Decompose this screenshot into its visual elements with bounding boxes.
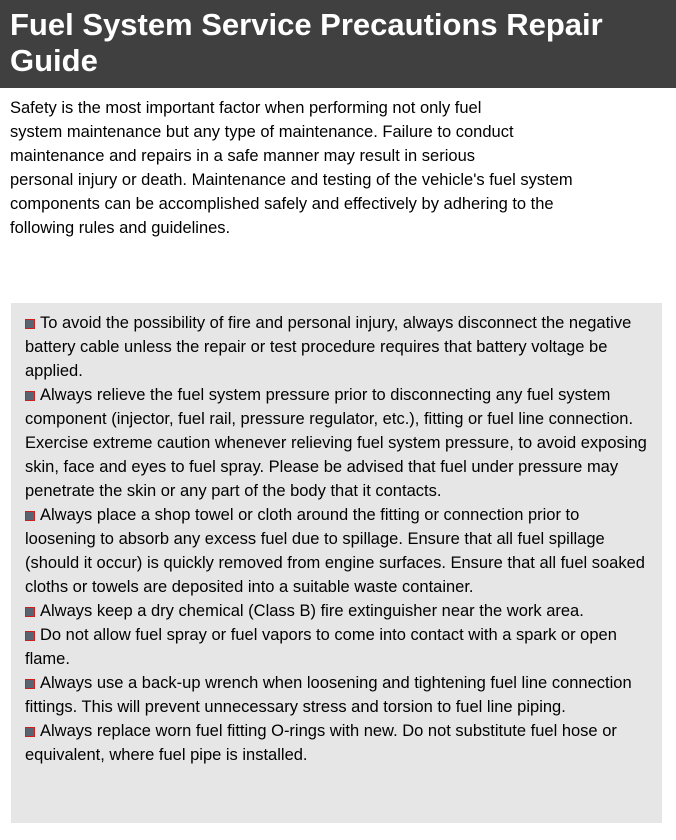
rule-item xyxy=(25,623,650,671)
rule-item xyxy=(25,599,650,623)
rule-text: Do not allow fuel spray or fuel vapors to come into contact with a spark or open flame. xyxy=(25,626,617,668)
bullet-icon xyxy=(25,319,35,329)
rule-text: To avoid the possibility of fire and personal injury, always disconnect the negative battery cable unless the repair or test procedure requires that battery voltage be applied. xyxy=(25,314,632,380)
bullet-icon xyxy=(25,631,35,641)
rule-item xyxy=(25,383,650,503)
bullet-icon xyxy=(25,391,35,401)
rule-item xyxy=(25,503,650,599)
rule-text: Always relieve the fuel system pressure prior to disconnecting any fuel system component (injector, fuel rail, pressure regulator, etc.), fitting or fuel line connection. Exercise extreme caution whenever relieving fuel system pressure, to avoid exposing skin, face and eyes to fuel spray. Please be advised that fuel under pressure may penetrate the skin or any part of the body that it contacts. xyxy=(25,386,647,500)
bullet-icon xyxy=(25,511,35,521)
page-title: Fuel System Service Precautions Repair Guide xyxy=(0,0,676,88)
rule-item xyxy=(25,719,650,767)
bullet-icon xyxy=(25,679,35,689)
bullet-icon xyxy=(25,727,35,737)
rule-item xyxy=(25,671,650,719)
rule-text: Always replace worn fuel fitting O-rings with new. Do not substitute fuel hose or equivalent, where fuel pipe is installed. xyxy=(25,722,617,764)
rule-item xyxy=(25,311,650,383)
rule-text: Always use a back-up wrench when loosening and tightening fuel line connection fittings. This will prevent unnecessary stress and torsion to fuel line piping. xyxy=(25,674,632,716)
intro-paragraph: Safety is the most important factor when performing not only fuel system maintenance but any type of maintenance. Failure to conduct maintenance and repairs in a safe manner may result in serious personal injury or death. Maintenance and testing of the vehicle's fuel system components can be accomplished safely and effectively by adhering to the following rules and guidelines. xyxy=(10,99,573,237)
rule-text: Always place a shop towel or cloth around the fitting or connection prior to loosening to absorb any excess fuel due to spillage. Ensure that all fuel spillage (should it occur) is quickly removed from engine surfaces. Ensure that all fuel soaked cloths or towels are deposited into a suitable waste container. xyxy=(25,506,645,596)
bullet-icon xyxy=(25,607,35,617)
rule-text: Always keep a dry chemical (Class B) fire extinguisher near the work area. xyxy=(40,602,584,620)
rules-panel xyxy=(11,303,662,823)
